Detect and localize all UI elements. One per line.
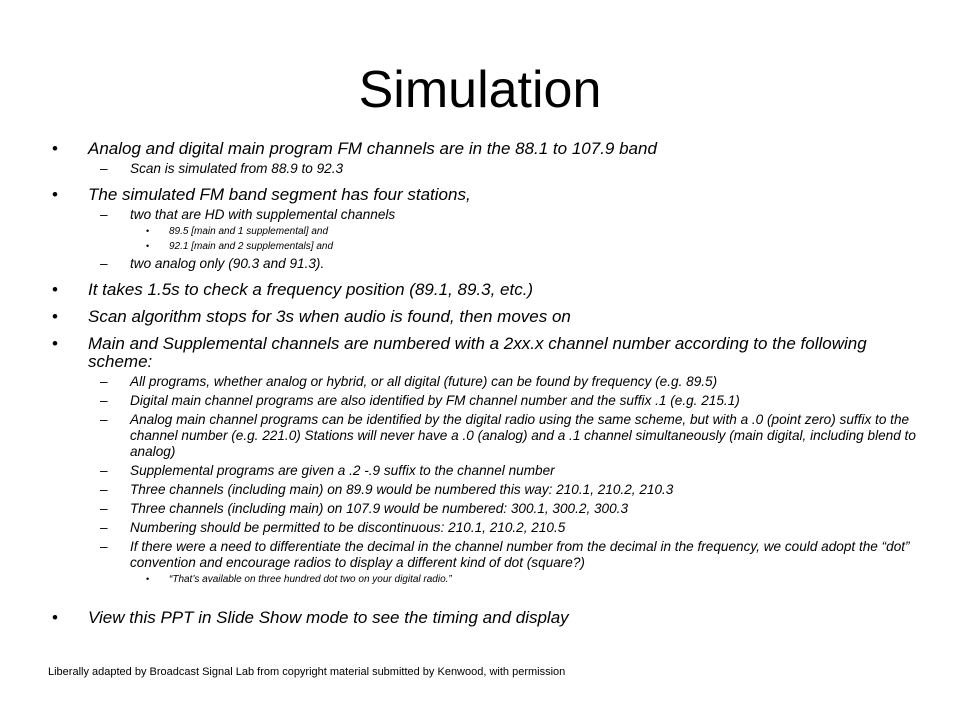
bullet-mark: •: [52, 139, 58, 158]
sub-sub-bullet-item: [48, 573, 928, 586]
dash-mark: –: [100, 207, 108, 222]
sub-sub-bullet-item: [48, 225, 928, 238]
sub-sub-bullet-text: 89.5 [main and 1 supplemental] and: [169, 226, 328, 237]
dash-mark: –: [100, 539, 108, 554]
bullet-text: Analog and digital main program FM channels are in the 88.1 to 107.9 band: [88, 139, 657, 158]
sub-sub-bullet-text: “That’s available on three hundred dot two on your digital radio.”: [169, 574, 452, 585]
sub-bullet-item: [48, 374, 928, 390]
sub-sub-bullet-text: 92.1 [main and 2 supplementals] and: [169, 241, 333, 252]
dash-mark: –: [100, 412, 108, 427]
sub-bullet-item: [48, 256, 928, 272]
bullet-item: [48, 308, 928, 326]
slide-title: Simulation: [358, 61, 602, 119]
dash-mark: –: [100, 520, 108, 535]
sub-bullet-item: [48, 501, 928, 517]
bullet-mark: •: [146, 226, 150, 236]
sub-bullet-text: Numbering should be permitted to be discontinuous: 210.1, 210.2, 210.5: [130, 520, 566, 535]
sub-bullet-item: [48, 463, 928, 479]
sub-bullet-text: Digital main channel programs are also identified by FM channel number and the suffix .1 (e.g. 215.1): [130, 393, 740, 408]
bullet-mark: •: [52, 334, 58, 353]
sub-bullet-text: Three channels (including main) on 89.9 would be numbered this way: 210.1, 210.2, 210.3: [130, 482, 674, 497]
dash-mark: –: [100, 256, 108, 271]
sub-bullet-text: two analog only (90.3 and 91.3).: [130, 256, 325, 271]
bullet-mark: •: [52, 307, 58, 326]
bullet-item: [48, 140, 928, 158]
dash-mark: –: [100, 501, 108, 516]
dash-mark: –: [100, 393, 108, 408]
dash-mark: –: [100, 161, 108, 176]
dash-mark: –: [100, 463, 108, 478]
bullet-text: Main and Supplemental channels are numbered with a 2xx.x channel number according to the following scheme:: [88, 334, 867, 371]
bullet-mark: •: [52, 280, 58, 299]
bullet-mark: •: [146, 241, 150, 251]
sub-sub-bullet-item: [48, 240, 928, 253]
dash-mark: –: [100, 374, 108, 389]
sub-bullet-item: [48, 520, 928, 536]
bullet-text: The simulated FM band segment has four stations,: [88, 185, 471, 204]
bullet-item: [48, 281, 928, 299]
sub-bullet-text: Supplemental programs are given a .2 -.9 suffix to the channel number: [130, 463, 555, 478]
sub-bullet-item: [48, 393, 928, 409]
slide-body: [48, 140, 928, 627]
sub-bullet-item: [48, 207, 928, 223]
bullet-mark: •: [146, 574, 150, 584]
sub-bullet-text: Scan is simulated from 88.9 to 92.3: [130, 161, 344, 176]
bullet-text: It takes 1.5s to check a frequency position (89.1, 89.3, etc.): [88, 280, 534, 299]
sub-bullet-item: [48, 161, 928, 177]
bullet-item: [48, 335, 928, 371]
sub-bullet-text: two that are HD with supplemental channels: [130, 207, 396, 222]
sub-bullet-item: [48, 539, 928, 571]
bullet-item: [48, 609, 928, 627]
bullet-mark: •: [52, 185, 58, 204]
spacer: [48, 586, 928, 600]
sub-bullet-item: [48, 482, 928, 498]
bullet-item: [48, 186, 928, 204]
sub-bullet-text: If there were a need to differentiate the decimal in the channel number from the decimal in the frequency, we could adopt the “dot” convention and encourage radios to display a different kind of dot (square?): [130, 539, 910, 570]
dash-mark: –: [100, 482, 108, 497]
sub-bullet-item: [48, 412, 928, 460]
bullet-mark: •: [52, 608, 58, 627]
bullet-text: Scan algorithm stops for 3s when audio is found, then moves on: [88, 307, 571, 326]
bullet-text: View this PPT in Slide Show mode to see the timing and display: [88, 608, 569, 627]
slide-footer: Liberally adapted by Broadcast Signal Lab from copyright material submitted by Kenwood, with permission: [48, 666, 566, 678]
sub-bullet-text: Analog main channel programs can be identified by the digital radio using the same scheme, but with a .0 (point zero) suffix to the channel number (e.g. 221.0) Stations will never have a .0 (analog) and a .1 channel simultaneously (main digital, including blend to analog): [130, 412, 916, 459]
sub-bullet-text: All programs, whether analog or hybrid, or all digital (future) can be found by frequency (e.g. 89.5): [130, 374, 718, 389]
sub-bullet-text: Three channels (including main) on 107.9 would be numbered: 300.1, 300.2, 300.3: [130, 501, 629, 516]
